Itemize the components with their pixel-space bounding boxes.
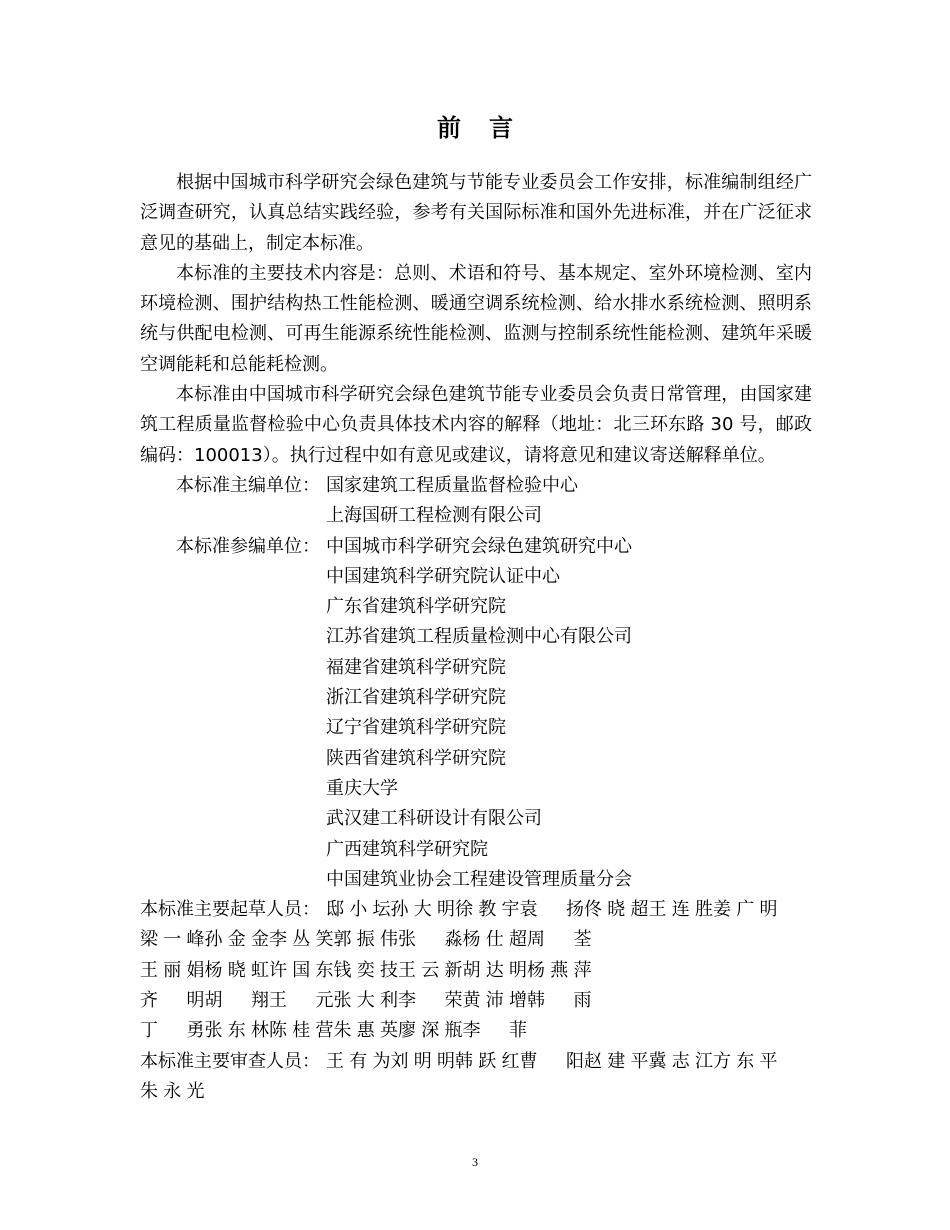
participating-units-row: [140, 865, 812, 895]
drafter-name: 胡达明: [462, 959, 527, 981]
participating-units-row: [140, 744, 812, 774]
reviewers-row: [140, 1077, 812, 1107]
reviewer-name: 刘明明: [390, 1050, 455, 1072]
drafter-name: 黄沛增: [462, 990, 527, 1012]
participating-units-row: [140, 562, 812, 592]
participating-unit-item: 浙江省建筑科学研究院: [326, 687, 506, 709]
drafter-name: 王云新: [398, 959, 463, 981]
drafter-name: 朱惠英: [333, 1020, 398, 1042]
participating-units-row: [140, 835, 812, 865]
participating-unit-item: 广东省建筑科学研究院: [326, 596, 506, 618]
participating-units-row: [140, 532, 812, 562]
chief-unit-item: 上海国研工程检测有限公司: [326, 505, 542, 527]
drafter-name: 胡 翔: [204, 990, 269, 1012]
participating-unit-item: 福建省建筑科学研究院: [326, 656, 506, 678]
reviewer-name: 王有为: [326, 1050, 391, 1072]
reviewers-label: 本标准主要审查人员：: [140, 1050, 320, 1072]
participating-units-row: [140, 774, 812, 804]
chief-units-row: [140, 471, 812, 501]
drafter-name: 梁一峰: [140, 929, 205, 951]
drafter-name: 佟晓超: [584, 899, 649, 921]
reviewer-name: 韩跃红: [455, 1050, 520, 1072]
reviewer-names: [326, 1047, 778, 1077]
drafter-name: 张东林: [204, 1020, 269, 1042]
foreword-body: [140, 168, 812, 1107]
drafter-name: 丁 勇: [140, 1020, 205, 1042]
drafter-name: 徐教宇: [455, 899, 520, 921]
drafter-name: 杨晓虹: [204, 959, 269, 981]
participating-unit-item: 武汉建工科研设计有限公司: [326, 808, 542, 830]
drafter-name: 李 荣: [398, 990, 463, 1012]
drafter-names: [326, 895, 778, 925]
drafter-name: 张 淼: [398, 929, 463, 951]
page-title: 前言: [437, 114, 541, 142]
drafter-name: 郭振伟: [333, 929, 398, 951]
participating-unit-item: 中国城市科学研究会绿色建筑研究中心: [326, 535, 632, 557]
chief-units-row: [140, 501, 812, 531]
reviewers-row: [140, 1047, 812, 1077]
drafters-row: [140, 956, 812, 986]
participating-units-row: [140, 622, 812, 652]
drafter-name: 周 荃: [527, 929, 592, 951]
drafter-name: 张大利: [333, 990, 398, 1012]
drafter-name: 姜广明: [713, 899, 778, 921]
participating-units-row: [140, 592, 812, 622]
drafter-name: 廖深瓶: [398, 1020, 463, 1042]
drafter-name: 许国东: [269, 959, 334, 981]
reviewer-name: 赵建平: [584, 1050, 649, 1072]
participating-units-row: [140, 683, 812, 713]
drafter-name: 钱奕技: [333, 959, 398, 981]
drafter-name: 杨燕萍: [527, 959, 592, 981]
chief-unit-item: 国家建筑工程质量监督检验中心: [326, 474, 578, 496]
drafter-name: 王连胜: [648, 899, 713, 921]
reviewer-name: 方东平: [713, 1050, 778, 1072]
drafter-name: 孙大明: [390, 899, 455, 921]
drafter-name: 王 元: [269, 990, 334, 1012]
participating-unit-item: 陕西省建筑科学研究院: [326, 747, 506, 769]
drafter-name: 李丛笑: [269, 929, 334, 951]
drafter-name: 孙金金: [204, 929, 269, 951]
participating-unit-item: 辽宁省建筑科学研究院: [326, 717, 506, 739]
drafter-names: [140, 925, 592, 955]
reviewer-name: 冀志江: [648, 1050, 713, 1072]
paragraph-management: 本标准由中国城市科学研究会绿色建筑节能专业委员会负责日常管理，由国家建筑工程质量监督检验中心负责具体技术内容的解释（地址：北三环东路 30 号，邮政编码：100013）。执行过程中如有意见或建议，请将意见和建议寄送解释单位。: [140, 384, 812, 466]
reviewer-name: 曹 阳: [519, 1050, 584, 1072]
participating-unit-item: 中国建筑科学研究院认证中心: [326, 565, 560, 587]
drafter-name: 齐 明: [140, 990, 205, 1012]
reviewer-names: [140, 1077, 205, 1107]
participating-units-row: [140, 804, 812, 834]
drafter-name: 李 菲: [462, 1020, 527, 1042]
participating-unit-item: 江苏省建筑工程质量检测中心有限公司: [326, 626, 632, 648]
drafter-name: 陈桂营: [269, 1020, 334, 1042]
participating-unit-item: 广西建筑科学研究院: [326, 838, 488, 860]
drafters-label: 本标准主要起草人员：: [140, 899, 320, 921]
drafter-name: 袁 扬: [519, 899, 584, 921]
drafter-names: [140, 986, 592, 1016]
drafter-names: [140, 956, 592, 986]
drafter-names: [140, 1016, 527, 1046]
participating-units-row: [140, 653, 812, 683]
participating-unit-item: 重庆大学: [326, 777, 398, 799]
chief-units-label: 本标准主编单位：: [176, 474, 320, 496]
participating-units-label: 本标准参编单位：: [176, 535, 320, 557]
drafter-name: 邸小坛: [326, 899, 391, 921]
drafters-row: [140, 895, 812, 925]
reviewer-name: 朱永光: [140, 1080, 205, 1102]
paragraph-technical-content: 本标准的主要技术内容是：总则、术语和符号、基本规定、室外环境检测、室内环境检测、围护结构热工性能检测、暖通空调系统检测、给水排水系统检测、照明系统与供配电检测、可再生能源系统性能检测、监测与控制系统性能检测、建筑年采暖空调能耗和总能耗检测。: [140, 262, 812, 375]
participating-unit-item: 中国建筑业协会工程建设管理质量分会: [326, 868, 632, 890]
participating-units-row: [140, 713, 812, 743]
drafter-name: 韩 雨: [527, 990, 592, 1012]
page-number: 3: [472, 1155, 478, 1169]
drafters-row: [140, 1016, 812, 1046]
drafter-name: 王丽娟: [140, 959, 205, 981]
drafter-name: 杨仕超: [462, 929, 527, 951]
paragraph-background: 根据中国城市科学研究会绿色建筑与节能专业委员会工作安排，标准编制组经广泛调查研究，认真总结实践经验，参考有关国际标准和国外先进标准，并在广泛征求意见的基础上，制定本标准。: [140, 172, 812, 254]
drafters-row: [140, 986, 812, 1016]
drafters-row: [140, 925, 812, 955]
